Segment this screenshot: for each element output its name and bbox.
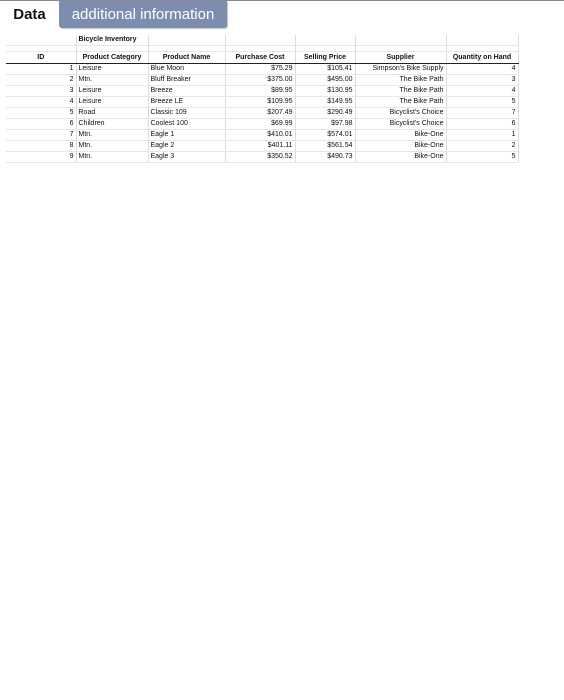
cell-supplier[interactable]: Bike-One: [355, 130, 446, 141]
empty-cell[interactable]: [225, 35, 295, 46]
cell-supplier[interactable]: Bicyclist's Choice: [355, 119, 446, 130]
cell-supplier[interactable]: Bicyclist's Choice: [355, 108, 446, 119]
cell-supplier[interactable]: Bike-One: [355, 152, 446, 163]
cell-product-category[interactable]: Mtn.: [76, 152, 148, 163]
header-supplier[interactable]: Supplier: [355, 52, 446, 64]
cell-quantity-on-hand[interactable]: 7: [446, 108, 518, 119]
title-row: [6, 35, 518, 46]
cell-product-category[interactable]: Mtn.: [76, 130, 148, 141]
cell-product-name[interactable]: Eagle 2: [148, 141, 225, 152]
cell-product-category[interactable]: Mtn.: [76, 75, 148, 86]
header-purchase-cost[interactable]: Purchase Cost: [225, 52, 295, 64]
cell-id[interactable]: 1: [6, 64, 76, 75]
cell-quantity-on-hand[interactable]: 4: [446, 64, 518, 75]
cell-purchase-cost[interactable]: $350.52: [225, 152, 295, 163]
cell-purchase-cost[interactable]: $401.11: [225, 141, 295, 152]
bicycle-inventory-table: [6, 35, 519, 163]
empty-cell[interactable]: [355, 35, 446, 46]
cell-product-name[interactable]: Breeze LE: [148, 97, 225, 108]
cell-product-category[interactable]: Leisure: [76, 86, 148, 97]
header-quantity-on-hand[interactable]: Quantity on Hand: [446, 52, 518, 64]
cell-quantity-on-hand[interactable]: 5: [446, 97, 518, 108]
cell-selling-price[interactable]: $149.95: [295, 97, 355, 108]
cell-id[interactable]: 8: [6, 141, 76, 152]
cell-selling-price[interactable]: $574.01: [295, 130, 355, 141]
tab-bar: [0, 0, 564, 30]
sheet-title[interactable]: Bicycle Inventory: [76, 35, 148, 46]
cell-supplier[interactable]: The Bike Path: [355, 86, 446, 97]
cell-product-category[interactable]: Leisure: [76, 97, 148, 108]
cell-purchase-cost[interactable]: $69.99: [225, 119, 295, 130]
cell-quantity-on-hand[interactable]: 2: [446, 141, 518, 152]
empty-cell[interactable]: [6, 35, 76, 46]
cell-purchase-cost[interactable]: $109.95: [225, 97, 295, 108]
cell-supplier[interactable]: The Bike Path: [355, 97, 446, 108]
cell-selling-price[interactable]: $97.98: [295, 119, 355, 130]
cell-product-name[interactable]: Bluff Breaker: [148, 75, 225, 86]
cell-selling-price[interactable]: $495.00: [295, 75, 355, 86]
cell-id[interactable]: 3: [6, 86, 76, 97]
cell-product-name[interactable]: Classic 109: [148, 108, 225, 119]
cell-purchase-cost[interactable]: $410.01: [225, 130, 295, 141]
table-row: [6, 86, 518, 97]
empty-cell[interactable]: [148, 35, 225, 46]
cell-selling-price[interactable]: $130.95: [295, 86, 355, 97]
table-row: [6, 75, 518, 86]
cell-id[interactable]: 5: [6, 108, 76, 119]
cell-purchase-cost[interactable]: $89.95: [225, 86, 295, 97]
cell-id[interactable]: 9: [6, 152, 76, 163]
cell-quantity-on-hand[interactable]: 6: [446, 119, 518, 130]
cell-purchase-cost[interactable]: $207.49: [225, 108, 295, 119]
cell-product-category[interactable]: Leisure: [76, 64, 148, 75]
table-row: [6, 97, 518, 108]
table-row: [6, 130, 518, 141]
cell-quantity-on-hand[interactable]: 5: [446, 152, 518, 163]
cell-id[interactable]: 7: [6, 130, 76, 141]
cell-purchase-cost[interactable]: $75.29: [225, 64, 295, 75]
cell-quantity-on-hand[interactable]: 3: [446, 75, 518, 86]
cell-product-name[interactable]: Coolest 100: [148, 119, 225, 130]
table-row: [6, 119, 518, 130]
header-row: [6, 52, 518, 64]
cell-id[interactable]: 4: [6, 97, 76, 108]
cell-selling-price[interactable]: $561.54: [295, 141, 355, 152]
spreadsheet-grid: [6, 35, 534, 163]
table-row: [6, 108, 518, 119]
cell-selling-price[interactable]: $290.49: [295, 108, 355, 119]
header-selling-price[interactable]: Selling Price: [295, 52, 355, 64]
header-product-category[interactable]: Product Category: [76, 52, 148, 64]
table-row: [6, 64, 518, 75]
cell-supplier[interactable]: The Bike Path: [355, 75, 446, 86]
cell-product-name[interactable]: Blue Moon: [148, 64, 225, 75]
cell-product-name[interactable]: Eagle 1: [148, 130, 225, 141]
cell-quantity-on-hand[interactable]: 1: [446, 130, 518, 141]
cell-id[interactable]: 2: [6, 75, 76, 86]
cell-product-name[interactable]: Eagle 3: [148, 152, 225, 163]
empty-cell[interactable]: [295, 35, 355, 46]
cell-quantity-on-hand[interactable]: 4: [446, 86, 518, 97]
header-product-name[interactable]: Product Name: [148, 52, 225, 64]
cell-product-category[interactable]: Mtn.: [76, 141, 148, 152]
cell-purchase-cost[interactable]: $375.00: [225, 75, 295, 86]
cell-selling-price[interactable]: $490.73: [295, 152, 355, 163]
table-row: [6, 152, 518, 163]
cell-supplier[interactable]: Bike-One: [355, 141, 446, 152]
cell-selling-price[interactable]: $105.41: [295, 64, 355, 75]
header-id[interactable]: ID: [6, 52, 76, 64]
empty-cell[interactable]: [446, 35, 518, 46]
table-row: [6, 141, 518, 152]
cell-product-category[interactable]: Children: [76, 119, 148, 130]
cell-id[interactable]: 6: [6, 119, 76, 130]
cell-supplier[interactable]: Simpson's Bike Supply: [355, 64, 446, 75]
tab-data[interactable]: Data: [0, 1, 59, 28]
table-body: [6, 35, 518, 163]
cell-product-category[interactable]: Road: [76, 108, 148, 119]
cell-product-name[interactable]: Breeze: [148, 86, 225, 97]
tab-additional-information[interactable]: additional information: [59, 1, 227, 28]
